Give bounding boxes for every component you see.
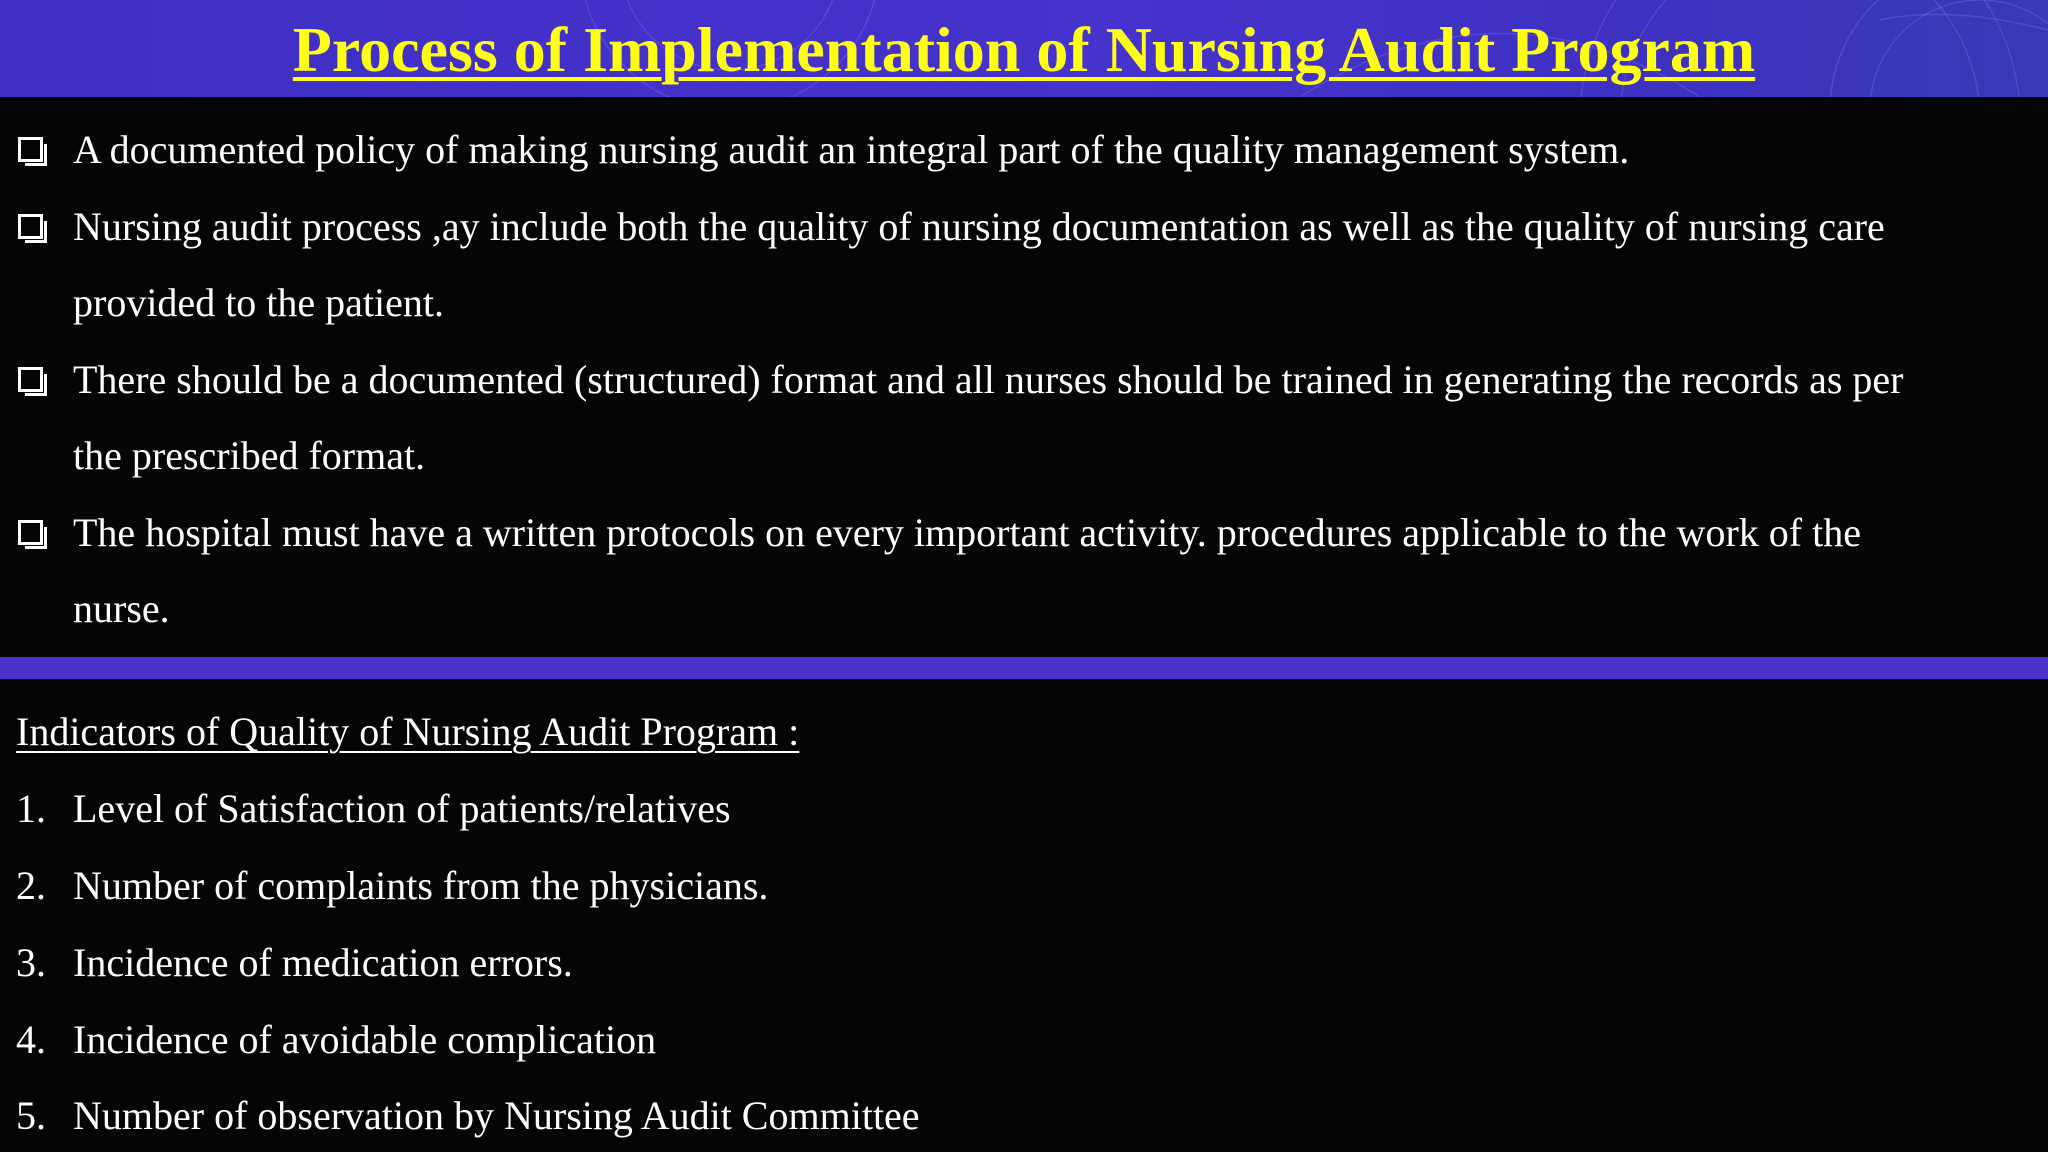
indicator-5-text: Number of observation by Nursing Audit Committee bbox=[73, 1093, 920, 1138]
checkbox-square-icon bbox=[18, 520, 43, 545]
bullet-3-line-2: the prescribed format. bbox=[73, 433, 426, 478]
indicator-4-text: Incidence of avoidable complication bbox=[73, 1017, 657, 1062]
indicator-5-number: 5. bbox=[16, 1093, 46, 1138]
indicator-3-number: 3. bbox=[16, 940, 46, 985]
bullet-4-line-2: nurse. bbox=[73, 586, 170, 631]
indicators-heading: Indicators of Quality of Nursing Audit Program : bbox=[16, 709, 800, 754]
indicator-1-number: 1. bbox=[16, 786, 46, 831]
bullet-2-line-1: Nursing audit process ,ay include both the quality of nursing documentation as well as the quality of nursing care bbox=[73, 204, 1885, 249]
indicator-3-text: Incidence of medication errors. bbox=[73, 940, 573, 985]
indicator-2-text: Number of complaints from the physicians. bbox=[73, 863, 769, 908]
bullet-2-line-2: provided to the patient. bbox=[73, 280, 445, 325]
indicator-4-number: 4. bbox=[16, 1017, 46, 1062]
bullet-4-line-1: The hospital must have a written protocols on every important activity. procedures applicable to the work of the bbox=[73, 510, 1861, 555]
slide-title: Process of Implementation of Nursing Audit Program bbox=[292, 14, 1756, 85]
bullet-3-line-1: There should be a documented (structured) format and all nurses should be trained in generating the records as per bbox=[73, 357, 1904, 402]
checkbox-square-icon bbox=[18, 214, 43, 239]
checkbox-square-icon bbox=[18, 367, 43, 392]
section-divider bbox=[0, 657, 2048, 679]
bullet-1-line-1: A documented policy of making nursing audit an integral part of the quality management system. bbox=[73, 127, 1630, 172]
indicator-2-number: 2. bbox=[16, 863, 46, 908]
checkbox-square-icon bbox=[18, 137, 43, 162]
indicator-1-text: Level of Satisfaction of patients/relatives bbox=[73, 786, 731, 831]
title-bar bbox=[0, 0, 2048, 97]
